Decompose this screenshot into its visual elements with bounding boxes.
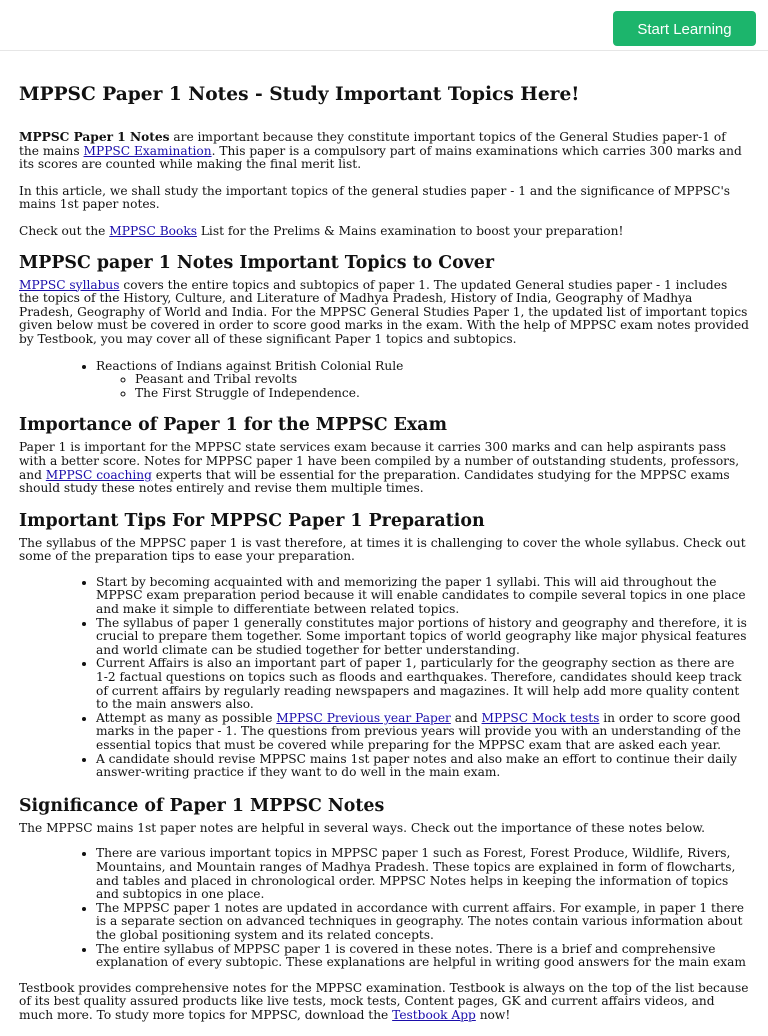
list-item: • The MPPSC paper 1 notes are updated in accordance with current affairs. For example, in paper 1 there is a separate section on advanced techniques in geography. The notes contain various information about the global positioning system and its related concepts.	[96, 902, 749, 943]
importance-heading: Importance of Paper 1 for the MPPSC Exam	[19, 415, 447, 436]
start-learning-button[interactable]: Start Learning	[613, 11, 756, 46]
books-text-1: Check out the	[19, 223, 110, 238]
closing-paragraph	[19, 982, 749, 1023]
closing-text-2: now!	[475, 1007, 511, 1022]
mppsc-syllabus-link[interactable]: MPPSC syllabus	[19, 277, 120, 292]
article-content	[19, 80, 749, 1036]
importance-paragraph	[19, 441, 749, 495]
tips-heading: Important Tips For MPPSC Paper 1 Preparation	[19, 510, 485, 531]
mppsc-books-link[interactable]: MPPSC Books	[109, 223, 197, 238]
mppsc-coaching-link[interactable]: MPPSC coaching	[45, 467, 152, 482]
topics-list	[19, 360, 749, 401]
tips-list	[19, 576, 749, 780]
intro-text-1: are important because they constitute important topics of the General Studies paper-1 of the mains	[19, 130, 726, 158]
tip4-text-2: and	[450, 710, 482, 725]
topics-heading: MPPSC paper 1 Notes Important Topics to Cover	[19, 252, 495, 273]
tips-intro: The syllabus of the MPPSC paper 1 is vast therefore, at times it is challenging to cover the whole syllabus. Check out some of the preparation tips to ease your preparation.	[19, 535, 746, 564]
tip4-text-1: Attempt as many as possible	[96, 710, 277, 725]
list-item: • Current Affairs is also an important part of paper 1, particularly for the geography section as there are 1-2 factual questions on topics such as floods and earthquakes. Therefore, candidates should keep track of current affairs by regularly reading newspapers and magazines. It will help add more quality content to the main answers also.	[96, 657, 749, 711]
list-item: • A candidate should revise MPPSC mains 1st paper notes and also make an effort to continue their daily answer-writing practice if they want to do well in the main exam.	[96, 753, 749, 780]
mock-tests-link[interactable]: MPPSC Mock tests	[481, 710, 600, 725]
testbook-app-link[interactable]: Testbook App	[392, 1007, 476, 1022]
sublist-item: ◦ The First Struggle of Independence.	[135, 387, 749, 401]
list-item	[96, 712, 749, 753]
list-item: • The entire syllabus of MPPSC paper 1 is covered in these notes. There is a brief and comprehensive explanation of every subtopic. These explanations are helpful in writing good answers for the main exam	[96, 943, 749, 970]
list-item: • There are various important topics in MPPSC paper 1 such as Forest, Forest Produce, Wildlife, Rivers, Mountains, and Mountain ranges of Madhya Pradesh. These topics are explained in form of flowcharts, and tables and placed in chronological order. MPPSC Notes helps in keeping the information of topics and subtopics in one place.	[96, 847, 749, 901]
intro-paragraph-2: In this article, we shall study the important topics of the general studies paper - 1 and the significance of MPPSC's mains 1st paper notes.	[19, 183, 731, 212]
intro-text-2: . This paper is a compulsory part of mains examinations which carries 300 marks and its scores are counted while making the final merit list.	[19, 143, 742, 172]
importance-text-1: Paper 1 is important for the MPPSC state services exam because it carries 300 marks and can help aspirants pass with a better score. Notes for MPPSC paper 1 have been compiled by a number of outstanding students, professors, and	[19, 440, 740, 482]
significance-intro: The MPPSC mains 1st paper notes are helpful in several ways. Check out the importance of these notes below.	[19, 820, 706, 835]
mppsc-examination-link[interactable]: MPPSC Examination	[83, 143, 212, 158]
significance-heading: Significance of Paper 1 MPPSC Notes	[19, 795, 385, 816]
closing-text-1: Testbook provides comprehensive notes for the MPPSC examination. Testbook is always on the top of the list because of its best quality assured products like live tests, mock tests, Content pages, GK and current affairs videos, and much more. To study more topics for MPPSC, download the	[19, 980, 749, 1022]
page-title: MPPSC Paper 1 Notes - Study Important Topics Here!	[19, 84, 580, 105]
list-item-text: Reactions of Indians against British Colonial Rule	[96, 358, 404, 373]
list-item	[96, 360, 749, 401]
books-paragraph	[19, 225, 749, 239]
intro-bold: MPPSC Paper 1 Notes	[19, 130, 170, 144]
topics-paragraph	[19, 279, 749, 347]
top-bar	[0, 0, 768, 51]
list-item: • The syllabus of paper 1 generally constitutes major portions of history and geography and therefore, it is crucial to prepare them together. Some important topics of world geography like major physical features and world climate can be studied together for better understanding.	[96, 617, 749, 658]
previous-year-paper-link[interactable]: MPPSC Previous year Paper	[276, 710, 451, 725]
list-item: • Start by becoming acquainted with and memorizing the paper 1 syllabi. This will aid throughout the MPPSC exam preparation period because it will enable candidates to compile several topics in one place and make it simple to differentiate between related topics.	[96, 576, 749, 617]
tip4-text-3: in order to score good marks in the paper - 1. The questions from previous years will provide you with an understanding of the essential topics that must be covered while preparing for the MPPSC exam that are asked each year.	[96, 710, 741, 752]
topics-text: covers the entire topics and subtopics of paper 1. The updated General studies paper - 1 includes the topics of the History, Culture, and Literature of Madhya Pradesh, History of India, Geography of Madhya Pradesh, Geography of World and India. For the MPPSC General Studies Paper 1, the updated list of important topics given below must be covered in order to score good marks in the exam. With the help of MPPSC exam notes provided by Testbook, you may cover all of these significant Paper 1 topics and subtopics.	[19, 277, 749, 346]
significance-list	[19, 847, 749, 969]
sublist-item: ◦ Peasant and Tribal revolts	[135, 373, 749, 387]
importance-text-2: experts that will be essential for the preparation. Candidates studying for the MPPSC exams should study these notes entirely and revise them multiple times.	[19, 467, 730, 496]
topics-sublist	[96, 373, 749, 400]
books-text-2: List for the Prelims & Mains examination to boost your preparation!	[196, 223, 624, 238]
intro-paragraph	[19, 131, 749, 172]
